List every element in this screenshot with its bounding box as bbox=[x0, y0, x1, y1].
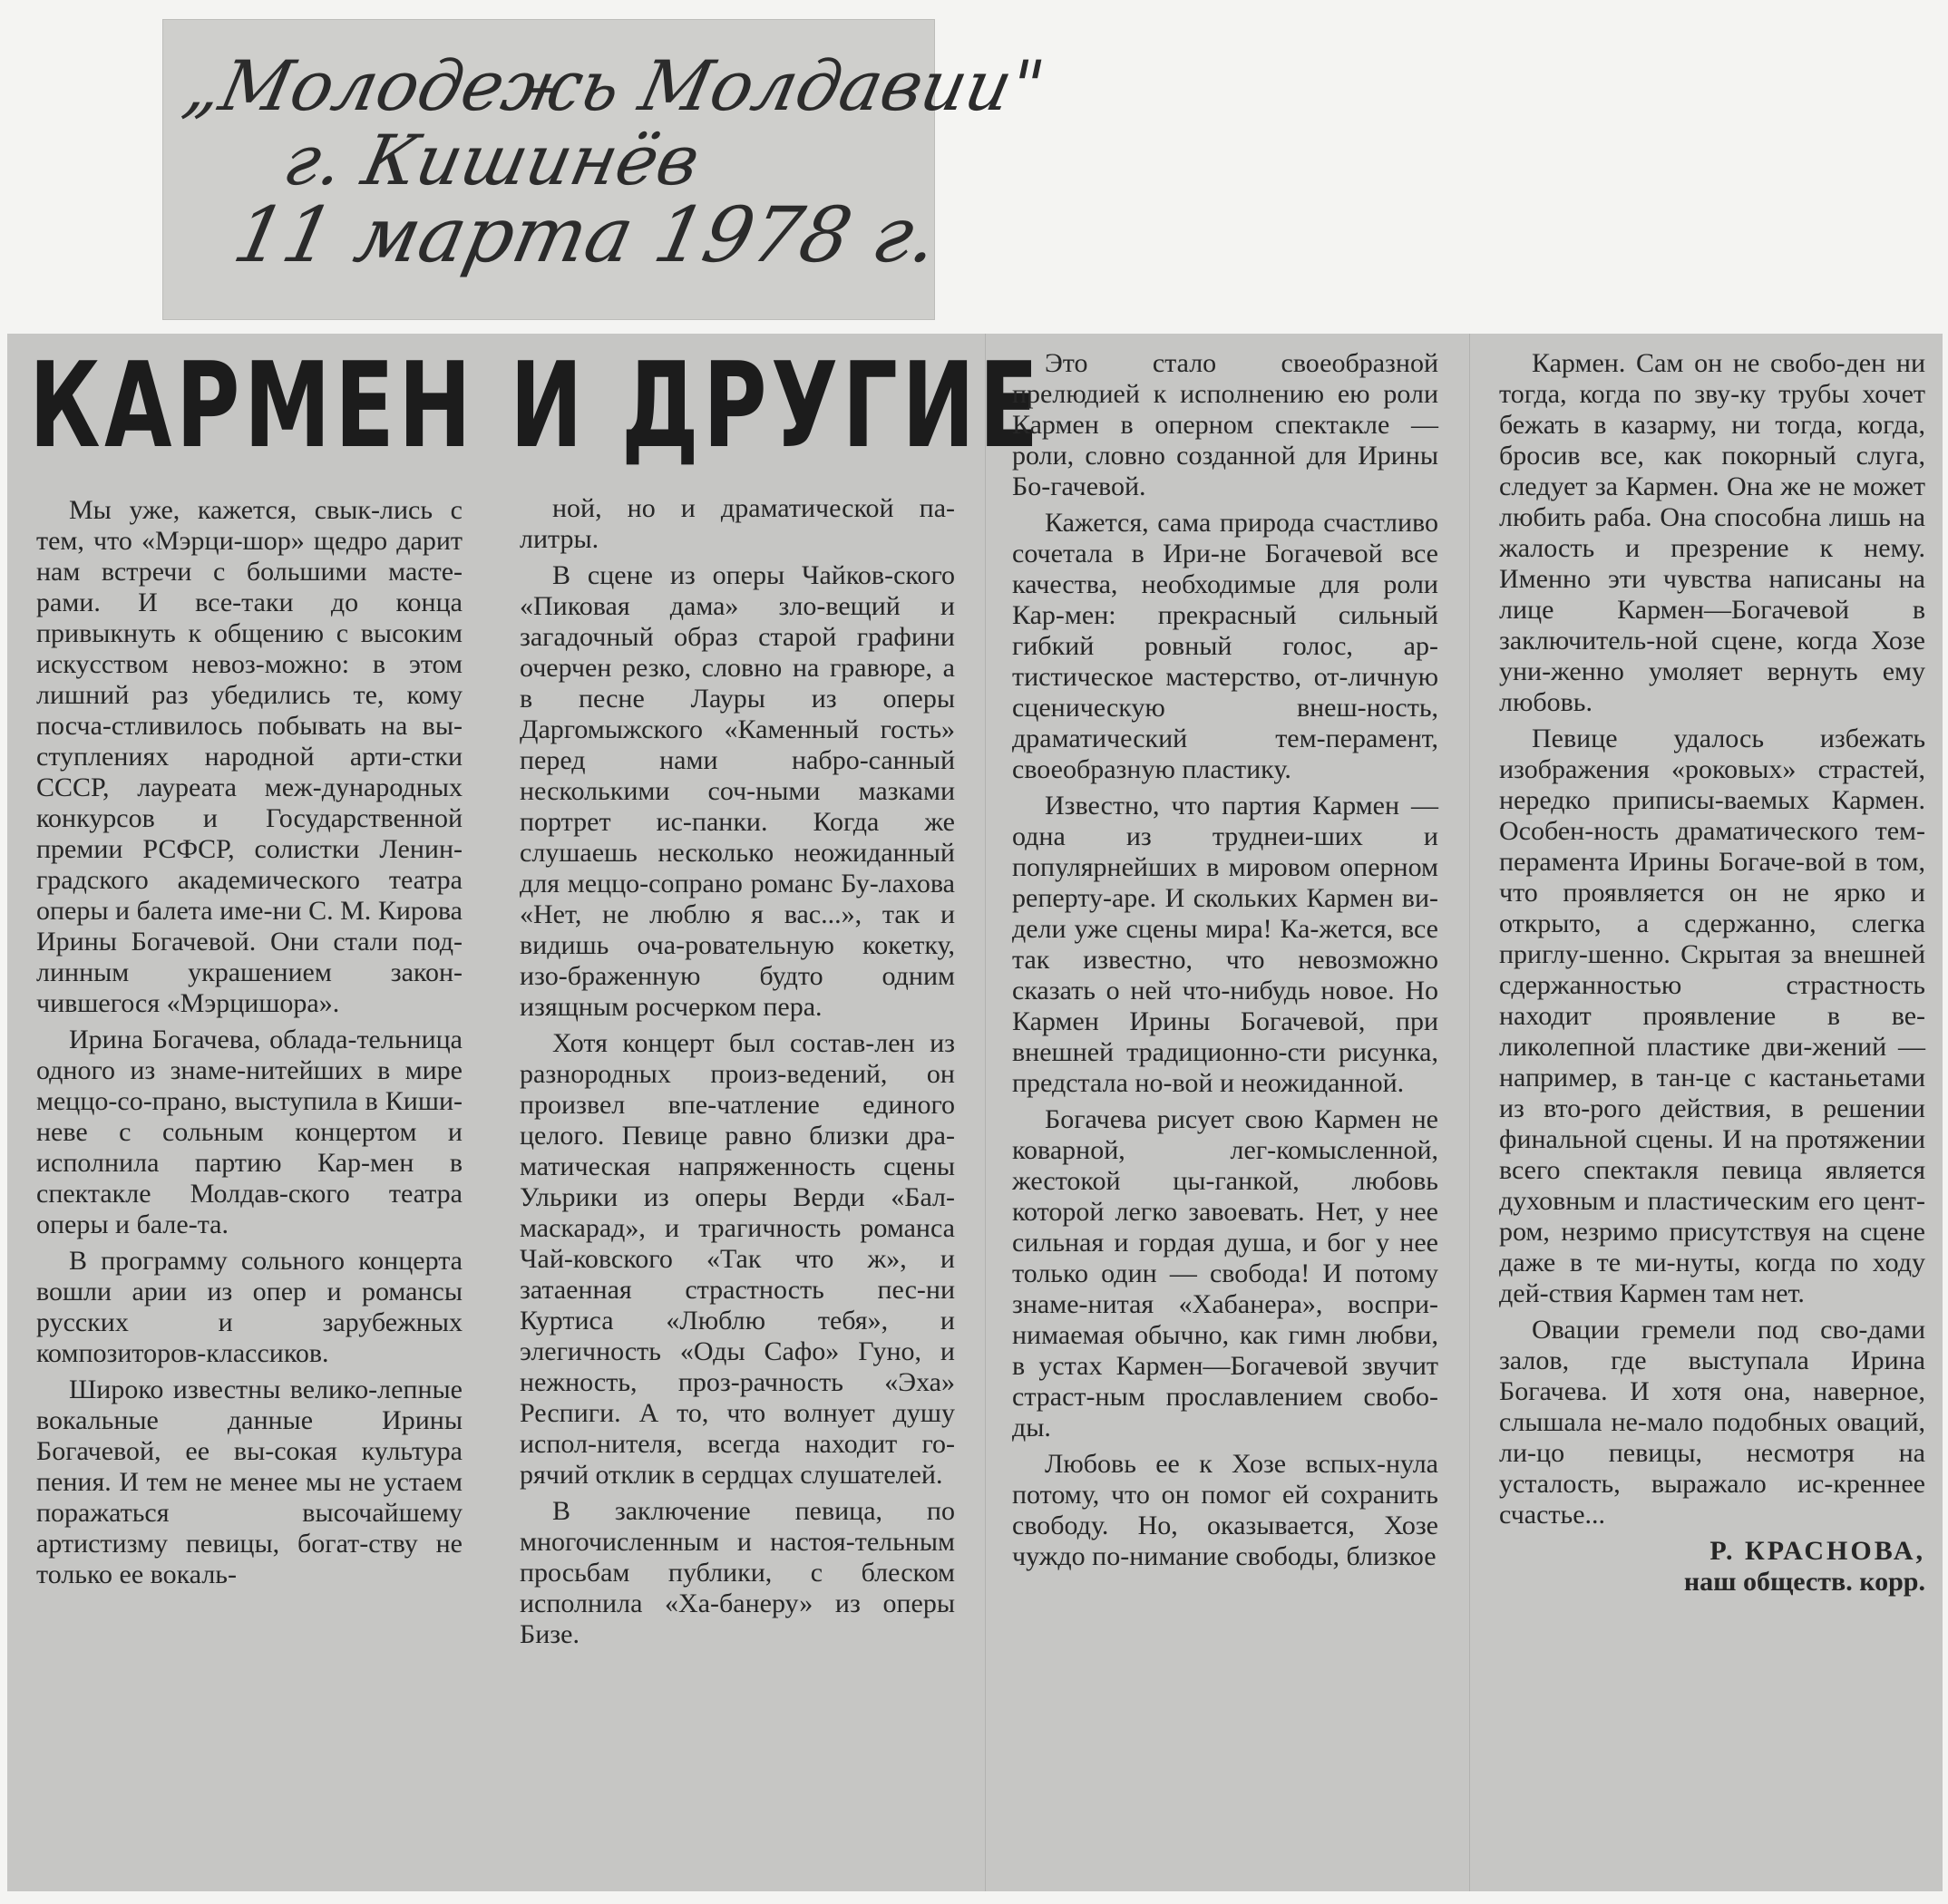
paragraph: Любовь ее к Хозе вспых-нула потому, что он помог ей сохранить свободу. Но, оказывается, Хозе чуждо по-нимание свободы, близкое bbox=[1012, 1449, 1438, 1571]
paragraph: Кармен. Сам он не свобо-ден ни тогда, когда по зву-ку трубы хочет бежать в казарму, ни тогда, когда, бросив все, как покорный слуга, следует за Кармен. Она же не может любить раба. Она способна лишь на жалость и презрение к нему. Именно эти чувства написаны на лице Кармен—Богачевой в заключитель-ной сцене, когда Хозе уни-женно умоляет вернуть ему любовь. bbox=[1499, 348, 1925, 717]
handwritten-city: г. Кишинёв bbox=[277, 120, 707, 200]
newspaper-clipping bbox=[7, 334, 1943, 1891]
byline bbox=[1499, 1536, 1925, 1598]
column-divider bbox=[1469, 334, 1470, 1891]
handwritten-note bbox=[163, 20, 1052, 319]
paragraph: Кажется, сама природа счастливо сочетала в Ири-не Богачевой все качества, необходимые для роли Кар-мен: прекрасный сильный гибкий ровный голос, ар-тистическое мастерство, от-личную сценическую внеш-ность, драматический тем-перамент, своеобразную пластику. bbox=[1012, 508, 1438, 784]
handwritten-newspaper-name: „Молодежь Молдавии" bbox=[177, 45, 1052, 126]
byline-position: наш обществ. корр. bbox=[1683, 1567, 1925, 1597]
paragraph: Хотя концерт был состав-лен из разнородных произ-ведений, он произвел впе-чатление единого целого. Певице равно близки дра-матическая напряженность сцены Ульрики из оперы Верди «Бал-маскарад», и трагичность романса Чай-ковского «Так что ж», и затаенная страстность пес-ни Куртиса «Люблю тебя», и элегичность «Оды Сафо» Гуно, и нежность, проз-рачность «Эха» Респиги. А то, что волнует душу испол-нителя, всегда находит го-рячий отклик в сердцах слушателей. bbox=[520, 1028, 955, 1490]
article-column-4 bbox=[1499, 348, 1925, 1598]
handwritten-label bbox=[163, 20, 1052, 319]
handwritten-date: 11 марта 1978 г. bbox=[226, 190, 947, 279]
paragraph: Ирина Богачева, облада-тельница одного из знаме-нитейших в мире меццо-со-прано, выступила в Киши-неве с сольным концертом и исполнила партию Кар-мен в спектакле Молдав-ского театра оперы и бале-та. bbox=[36, 1025, 463, 1239]
paragraph: Это стало своеобразной прелюдией к исполнению ею роли Кармен в оперном спектакле — роли, словно созданной для Ирины Бо-гачевой. bbox=[1012, 348, 1438, 501]
article-headline: КАРМЕН И ДРУГИЕ bbox=[29, 336, 1043, 474]
paragraph: Широко известны велико-лепные вокальные данные Ирины Богачевой, ее вы-сокая культура пения. И тем не менее мы не устаем поражаться высочайшему артистизму певицы, богат-ству не только ее вокаль- bbox=[36, 1375, 463, 1589]
paragraph: В заключение певица, по многочисленным и настоя-тельным просьбам публики, с блеском исполнила «Ха-банеру» из оперы Бизе. bbox=[520, 1496, 955, 1649]
byline-author: Р. КРАСНОВА, bbox=[1709, 1536, 1925, 1566]
article-column-1 bbox=[36, 495, 463, 1596]
column-divider bbox=[985, 334, 986, 1891]
article-column-3 bbox=[1012, 348, 1438, 1578]
paragraph: В программу сольного концерта вошли арии из опер и романсы русских и зарубежных композиторов-классиков. bbox=[36, 1246, 463, 1368]
paragraph: Мы уже, кажется, свык-лись с тем, что «Мэрци-шор» щедро дарит нам встречи с большими масте-рами. И все-таки до конца привыкнуть к общению с высоким искусством невоз-можно: в этом лишний раз убедились те, кому посча-стливилось побывать на вы-ступлениях народной арти-стки СССР, лауреата меж-дународных конкурсов и Государственной премии РСФСР, солистки Ленин-градского академического театра оперы и балета име-ни С. М. Кирова Ирины Богачевой. Они стали под-линным украшением закон-чившегося «Мэрцишора». bbox=[36, 495, 463, 1018]
paragraph: Известно, что партия Кармен — одна из труднеи-ших и популярнейших в мировом оперном реперту-аре. И скольких Кармен ви-дели уже сцены мира! Ка-жется, все так известно, что невозможно сказать о ней что-нибудь новое. Но Кармен Ирины Богачевой, при внешней традиционно-сти рисунка, предстала но-вой и неожиданной. bbox=[1012, 791, 1438, 1098]
paragraph: Богачева рисует свою Кармен не коварной, лег-комысленной, жестокой цы-ганкой, любовь которой легко завоевать. Нет, у нее сильная и гордая душа, и бог у нее только один — свобода! И потому знаме-нитая «Хабанера», воспри-нимаемая обычно, как гимн любви, в устах Кармен—Богачевой звучит страст-ным прославлением свобо-ды. bbox=[1012, 1104, 1438, 1443]
paragraph: Певице удалось избежать изображения «роковых» страстей, нередко приписы-ваемых Кармен. Особен-ность драматического тем-перамента Ирины Богаче-вой в том, что проявляется он не ярко и открыто, а сдержанно, слегка приглу-шенно. Скрытая за внешней сдержанностью страстность находит проявление в ве-ликолепной пластике дви-жений — например, в тан-це с кастаньетами из вто-рого действия, в решении финальной сцены. И на протяжении всего спектакля певица является духовным и пластическим его цент-ром, незримо присутствуя на сцене даже в те ми-нуты, когда по ходу дей-ствия Кармен там нет. bbox=[1499, 724, 1925, 1308]
paragraph: В сцене из оперы Чайков-ского «Пиковая дама» зло-вещий и загадочный образ старой графини очерчен резко, словно на гравюре, а в песне Лауры из оперы Даргомыжского «Каменный гость» перед нами набро-санный несколькими соч-ными мазками портрет ис-панки. Когда же слушаешь несколько неожиданный для меццо-сопрано романс Бу-лахова «Нет, не люблю я вас...», так и видишь оча-ровательную кокетку, изо-браженную будто одним изящным росчерком пера. bbox=[520, 560, 955, 1022]
article-column-2 bbox=[520, 493, 955, 1656]
paragraph: Овации гремели под сво-дами залов, где выступала Ирина Богачева. И хотя она, наверное, слышала не-мало подобных оваций, ли-цо певицы, несмотря на усталость, выражало ис-креннее счастье... bbox=[1499, 1315, 1925, 1530]
paragraph: ной, но и драматической па-литры. bbox=[520, 493, 955, 554]
